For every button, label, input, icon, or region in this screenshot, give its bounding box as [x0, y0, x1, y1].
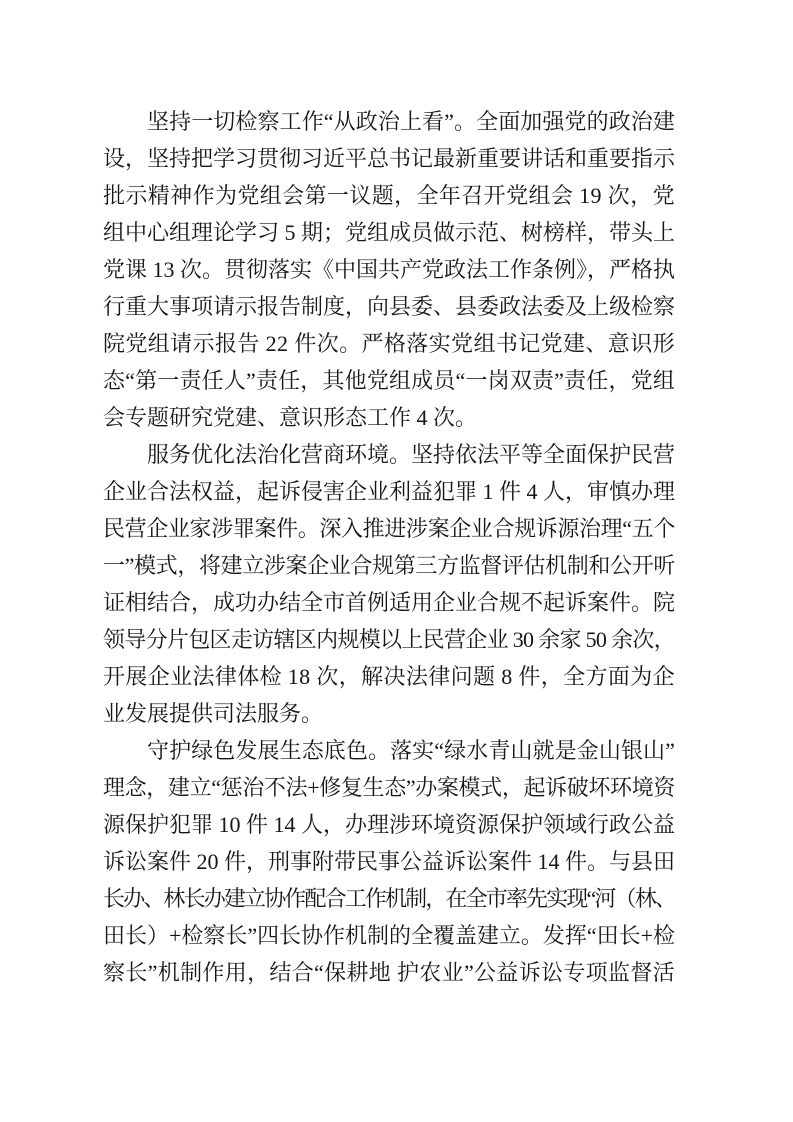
text-line-content: 会专题研究党建、意识形态工作 4 次。	[103, 405, 478, 430]
text-line-content: 行重大事项请示报告制度，向县委、县委政法委及上级检察	[103, 294, 675, 319]
text-line-content: 批示精神作为党组会第一议题，全年召开党组会 19 次，党	[103, 183, 675, 208]
text-line-content: 领导分片包区走访辖区内规模以上民营企业 30 余家 50 余次，	[103, 627, 675, 652]
text-line-content: 一”模式，将建立涉案企业合规第三方监督评估机制和公开听	[103, 553, 675, 578]
text-line-content: 察长”机制作用，结合“保耕地 护农业”公益诉讼专项监督活	[103, 960, 675, 985]
text-line-content: 守护绿色发展生态底色。落实“绿水青山就是金山银山”	[147, 738, 675, 763]
text-line-content: 理念，建立“惩治不法+修复生态”办案模式，起诉破坏环境资	[103, 775, 675, 800]
text-line	[103, 362, 675, 399]
text-line	[103, 547, 675, 584]
text-line	[103, 473, 675, 510]
text-line-content: 源保护犯罪 10 件 14 人，办理涉环境资源保护领域行政公益	[103, 812, 675, 837]
document-body	[103, 103, 675, 991]
text-line-content: 设，坚持把学习贯彻习近平总书记最新重要讲话和重要指示	[103, 146, 675, 171]
text-line	[103, 584, 675, 621]
text-line	[103, 510, 675, 547]
text-line-content: 诉讼案件 20 件，刑事附带民事公益诉讼案件 14 件。与县田	[103, 849, 675, 874]
text-line-content: 田长）+检察长”四长协作机制的全覆盖建立。发挥“田长+检	[103, 923, 675, 948]
text-line	[103, 103, 675, 140]
text-line	[103, 399, 675, 436]
text-line-content: 证相结合，成功办结全市首例适用企业合规不起诉案件。院	[103, 590, 675, 615]
text-line-content: 坚持一切检察工作“从政治上看”。全面加强党的政治建	[147, 109, 675, 134]
text-line-content: 组中心组理论学习 5 期；党组成员做示范、树榜样，带头上	[103, 220, 675, 245]
text-line	[103, 954, 675, 991]
text-line-content: 长办、林长办建立协作配合工作机制，在全市率先实现“河（林、	[103, 886, 675, 911]
text-line-content: 民营企业家涉罪案件。深入推进涉案企业合规诉源治理“五个	[103, 516, 675, 541]
text-line	[103, 769, 675, 806]
text-line	[103, 436, 675, 473]
text-line	[103, 880, 675, 917]
text-line	[103, 214, 675, 251]
text-line-content: 党课 13 次。贯彻落实《中国共产党政法工作条例》，严格执	[103, 257, 675, 282]
text-line	[103, 140, 675, 177]
text-line-content: 企业合法权益，起诉侵害企业利益犯罪 1 件 4 人，审慎办理	[103, 479, 675, 504]
text-line	[103, 695, 675, 732]
text-line	[103, 806, 675, 843]
text-line	[103, 177, 675, 214]
text-line-content: 服务优化法治化营商环境。坚持依法平等全面保护民营	[147, 442, 675, 467]
text-line-content: 开展企业法律体检 18 次，解决法律问题 8 件，全方面为企	[103, 664, 675, 689]
text-line-content: 态“第一责任人”责任，其他党组成员“一岗双责”责任，党组	[103, 368, 675, 393]
text-line	[103, 843, 675, 880]
text-line	[103, 658, 675, 695]
text-line	[103, 288, 675, 325]
text-line	[103, 325, 675, 362]
text-line	[103, 251, 675, 288]
text-line-content: 院党组请示报告 22 件次。严格落实党组书记党建、意识形	[103, 331, 675, 356]
text-line	[103, 621, 675, 658]
text-line	[103, 732, 675, 769]
text-line	[103, 917, 675, 954]
text-line-content: 业发展提供司法服务。	[103, 701, 324, 726]
